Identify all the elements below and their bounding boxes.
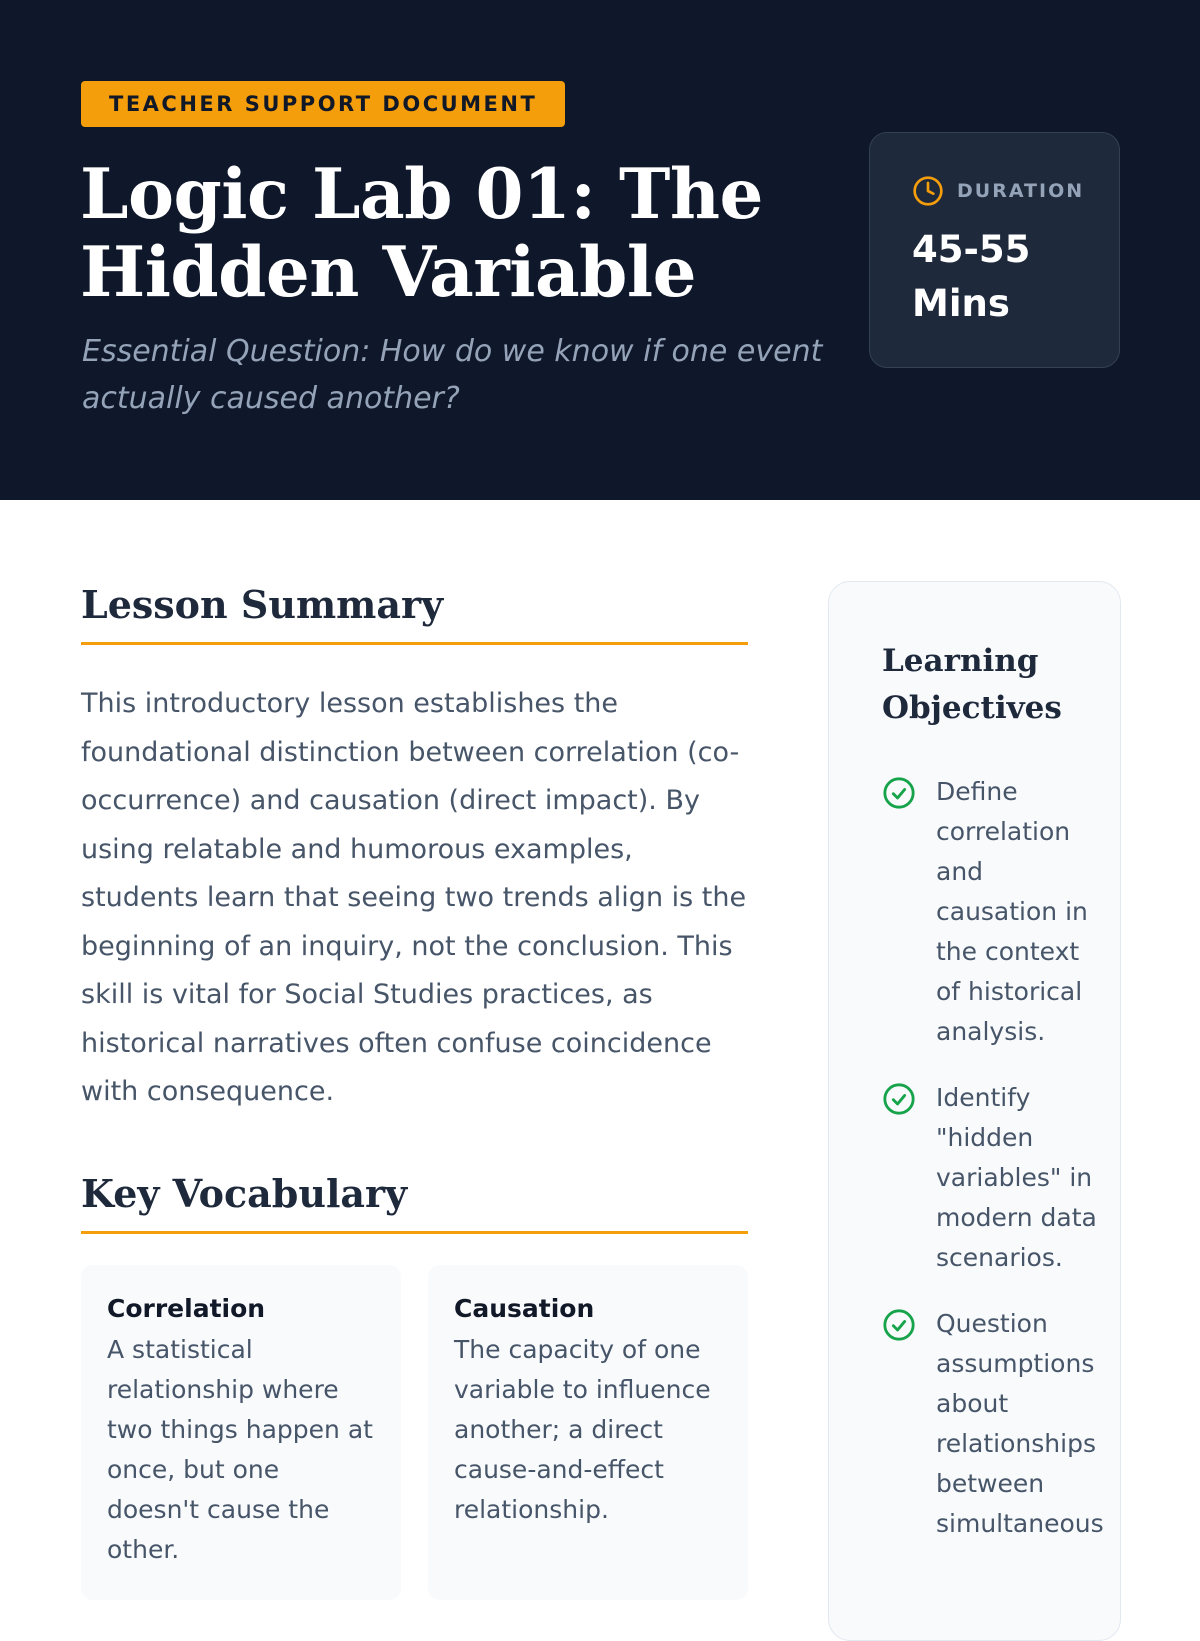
check-circle-icon: [882, 1308, 916, 1342]
document-header: [0, 0, 1200, 500]
vocab-definition: A statistical relationship where two things happen at once, but one doesn't cause the other.: [107, 1335, 373, 1564]
check-circle-icon: [882, 776, 916, 810]
vocab-card-causation: [428, 1265, 748, 1600]
key-vocabulary-heading: Key Vocabulary: [81, 1169, 748, 1234]
lesson-summary-heading: Lesson Summary: [81, 580, 748, 645]
essential-question: Essential Question: How do we know if one event actually caused another?: [82, 334, 823, 416]
document-type-badge: TEACHER SUPPORT DOCUMENT: [81, 81, 565, 127]
objectives-list: [882, 772, 1120, 1544]
objective-text: Define correlation and causation in the context of historical analysis.: [936, 777, 1088, 1046]
vocab-term: Correlation: [107, 1294, 266, 1323]
objective-item: [882, 1078, 1120, 1278]
vocab-card-correlation: [81, 1265, 401, 1600]
objective-text: Identify "hidden variables" in modern data scenarios.: [936, 1083, 1097, 1272]
lesson-summary-text: This introductory lesson establishes the foundational distinction between correlation (co-occurrence) and causation (direct impact). By using relatable and humorous examples, students learn that seeing two trends align is the beginning of an inquiry, not the conclusion. This skill is vital for Social Studies practices, as historical narratives often confuse coincidence with consequence.: [81, 688, 747, 1107]
duration-card: [869, 132, 1120, 368]
objective-item: [882, 1304, 1120, 1544]
lesson-title: Logic Lab 01: The Hidden Variable: [80, 154, 763, 313]
duration-label-row: [912, 175, 1084, 207]
learning-objectives-panel: [828, 581, 1121, 1641]
vocab-definition: The capacity of one variable to influence another; a direct cause-and-effect relationship.: [454, 1335, 711, 1524]
clock-icon: [912, 175, 944, 207]
duration-label: DURATION: [957, 180, 1085, 202]
objective-item: [882, 772, 1120, 1052]
learning-objectives-heading: Learning Objectives: [882, 643, 1062, 726]
vocab-term: Causation: [454, 1294, 595, 1323]
check-circle-icon: [882, 1082, 916, 1116]
duration-value: 45-55 Mins: [912, 228, 1031, 325]
objective-text: Question assumptions about relationships between simultaneous: [936, 1309, 1104, 1538]
